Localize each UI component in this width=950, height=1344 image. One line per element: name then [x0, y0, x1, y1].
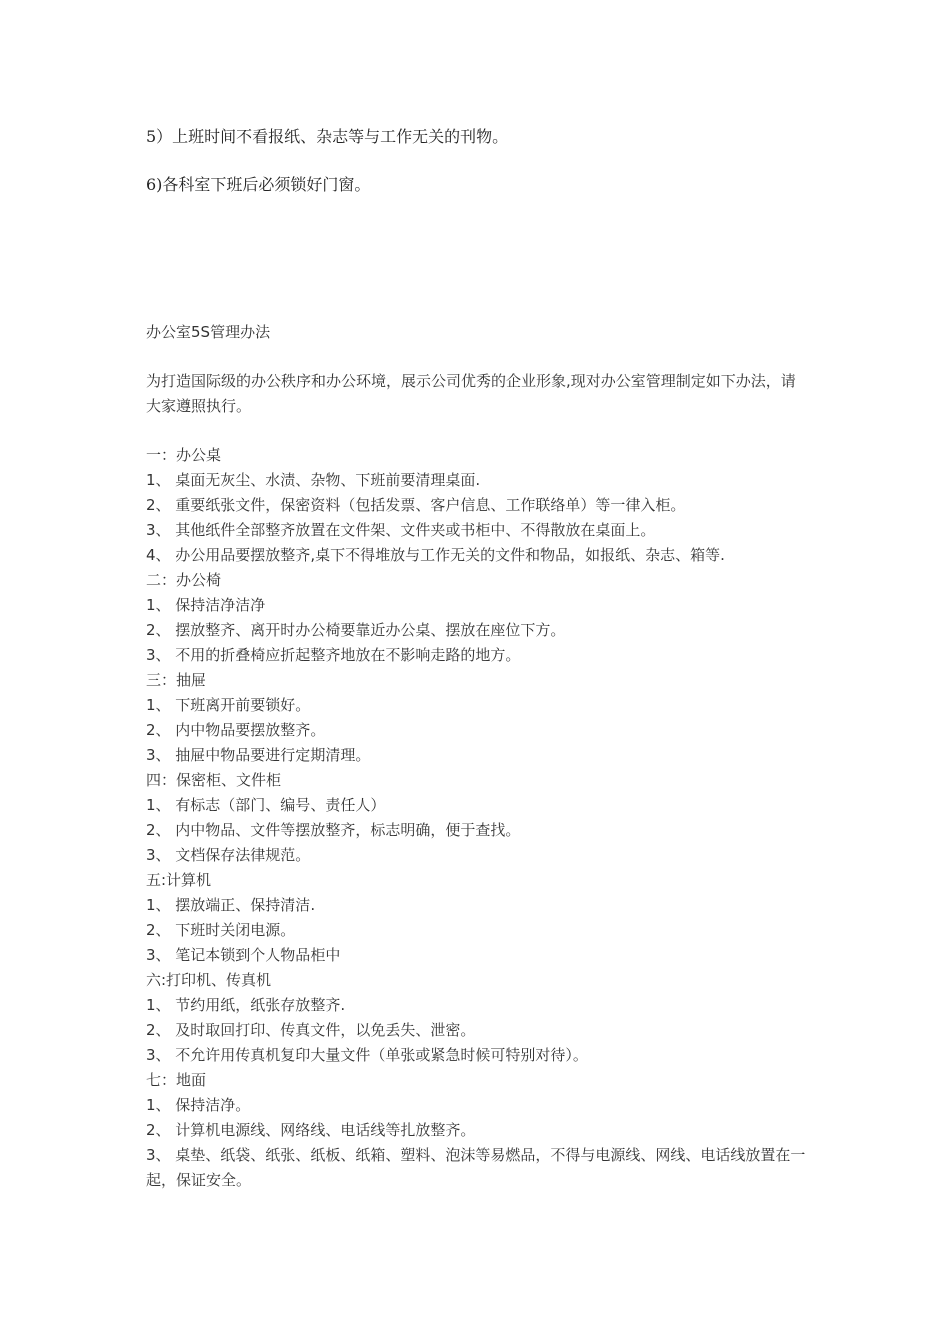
list-item: 3、 不用的折叠椅应折起整齐地放在不影响走路的地方。	[146, 646, 521, 664]
list-item: 3、 抽屉中物品要进行定期清理。	[146, 746, 371, 764]
rule-line-6: 6)各科室下班后必须锁好门窗。	[146, 175, 371, 194]
list-item: 1、 保持洁净洁净	[146, 596, 266, 614]
section-heading: 二：办公椅	[146, 571, 222, 589]
list-item: 2、 重要纸张文件，保密资料（包括发票、客户信息、工作联络单）等一律入柜。	[146, 496, 686, 514]
section-heading: 五:计算机	[146, 871, 212, 889]
rules-list	[146, 443, 810, 1193]
document-title: 办公室5S管理办法	[146, 323, 271, 341]
list-item: 4、 办公用品要摆放整齐,桌下不得堆放与工作无关的文件和物品，如报纸、杂志、箱等.	[146, 546, 725, 564]
section-heading: 六:打印机、传真机	[146, 971, 272, 989]
list-item: 3、 其他纸件全部整齐放置在文件架、文件夹或书柜中、不得散放在桌面上。	[146, 521, 656, 539]
list-item: 1、 有标志（部门、编号、责任人）	[146, 796, 386, 814]
list-item: 2、 及时取回打印、传真文件，以免丢失、泄密。	[146, 1021, 476, 1039]
list-item: 3、 文档保存法律规范。	[146, 846, 311, 864]
rule-line-5: 5）上班时间不看报纸、杂志等与工作无关的刊物。	[146, 127, 509, 146]
list-item: 2、 下班时关闭电源。	[146, 921, 296, 939]
list-item: 3、 不允许用传真机复印大量文件（单张或紧急时候可特别对待）。	[146, 1046, 588, 1064]
section-heading: 四：保密柜、文件柜	[146, 771, 282, 789]
list-item: 1、 下班离开前要锁好。	[146, 696, 311, 714]
section-heading: 一：办公桌	[146, 446, 222, 464]
list-item: 2、 内中物品、文件等摆放整齐，标志明确，便于查找。	[146, 821, 521, 839]
list-item: 1、 节约用纸，纸张存放整齐.	[146, 996, 346, 1014]
list-item: 2、 计算机电源线、网络线、电话线等扎放整齐。	[146, 1121, 476, 1139]
list-item: 3、 笔记本锁到个人物品柜中	[146, 946, 341, 964]
intro-paragraph: 为打造国际级的办公秩序和办公环境，展示公司优秀的企业形象,现对办公室管理制定如下办法，请大家遵照执行。	[146, 372, 796, 415]
list-item: 1、 摆放端正、保持清洁.	[146, 896, 316, 914]
list-item: 3、 桌垫、纸袋、纸张、纸板、纸箱、塑料、泡沫等易燃品，不得与电源线、网线、电话线放置在一起，保证安全。	[146, 1146, 806, 1189]
list-item: 1、 桌面无灰尘、水渍、杂物、下班前要清理桌面.	[146, 471, 481, 489]
list-item: 2、 内中物品要摆放整齐。	[146, 721, 326, 739]
list-item: 1、 保持洁净。	[146, 1096, 251, 1114]
section-heading: 七：地面	[146, 1071, 207, 1089]
list-item: 2、 摆放整齐、离开时办公椅要靠近办公桌、摆放在座位下方。	[146, 621, 566, 639]
section-heading: 三：抽屉	[146, 671, 207, 689]
